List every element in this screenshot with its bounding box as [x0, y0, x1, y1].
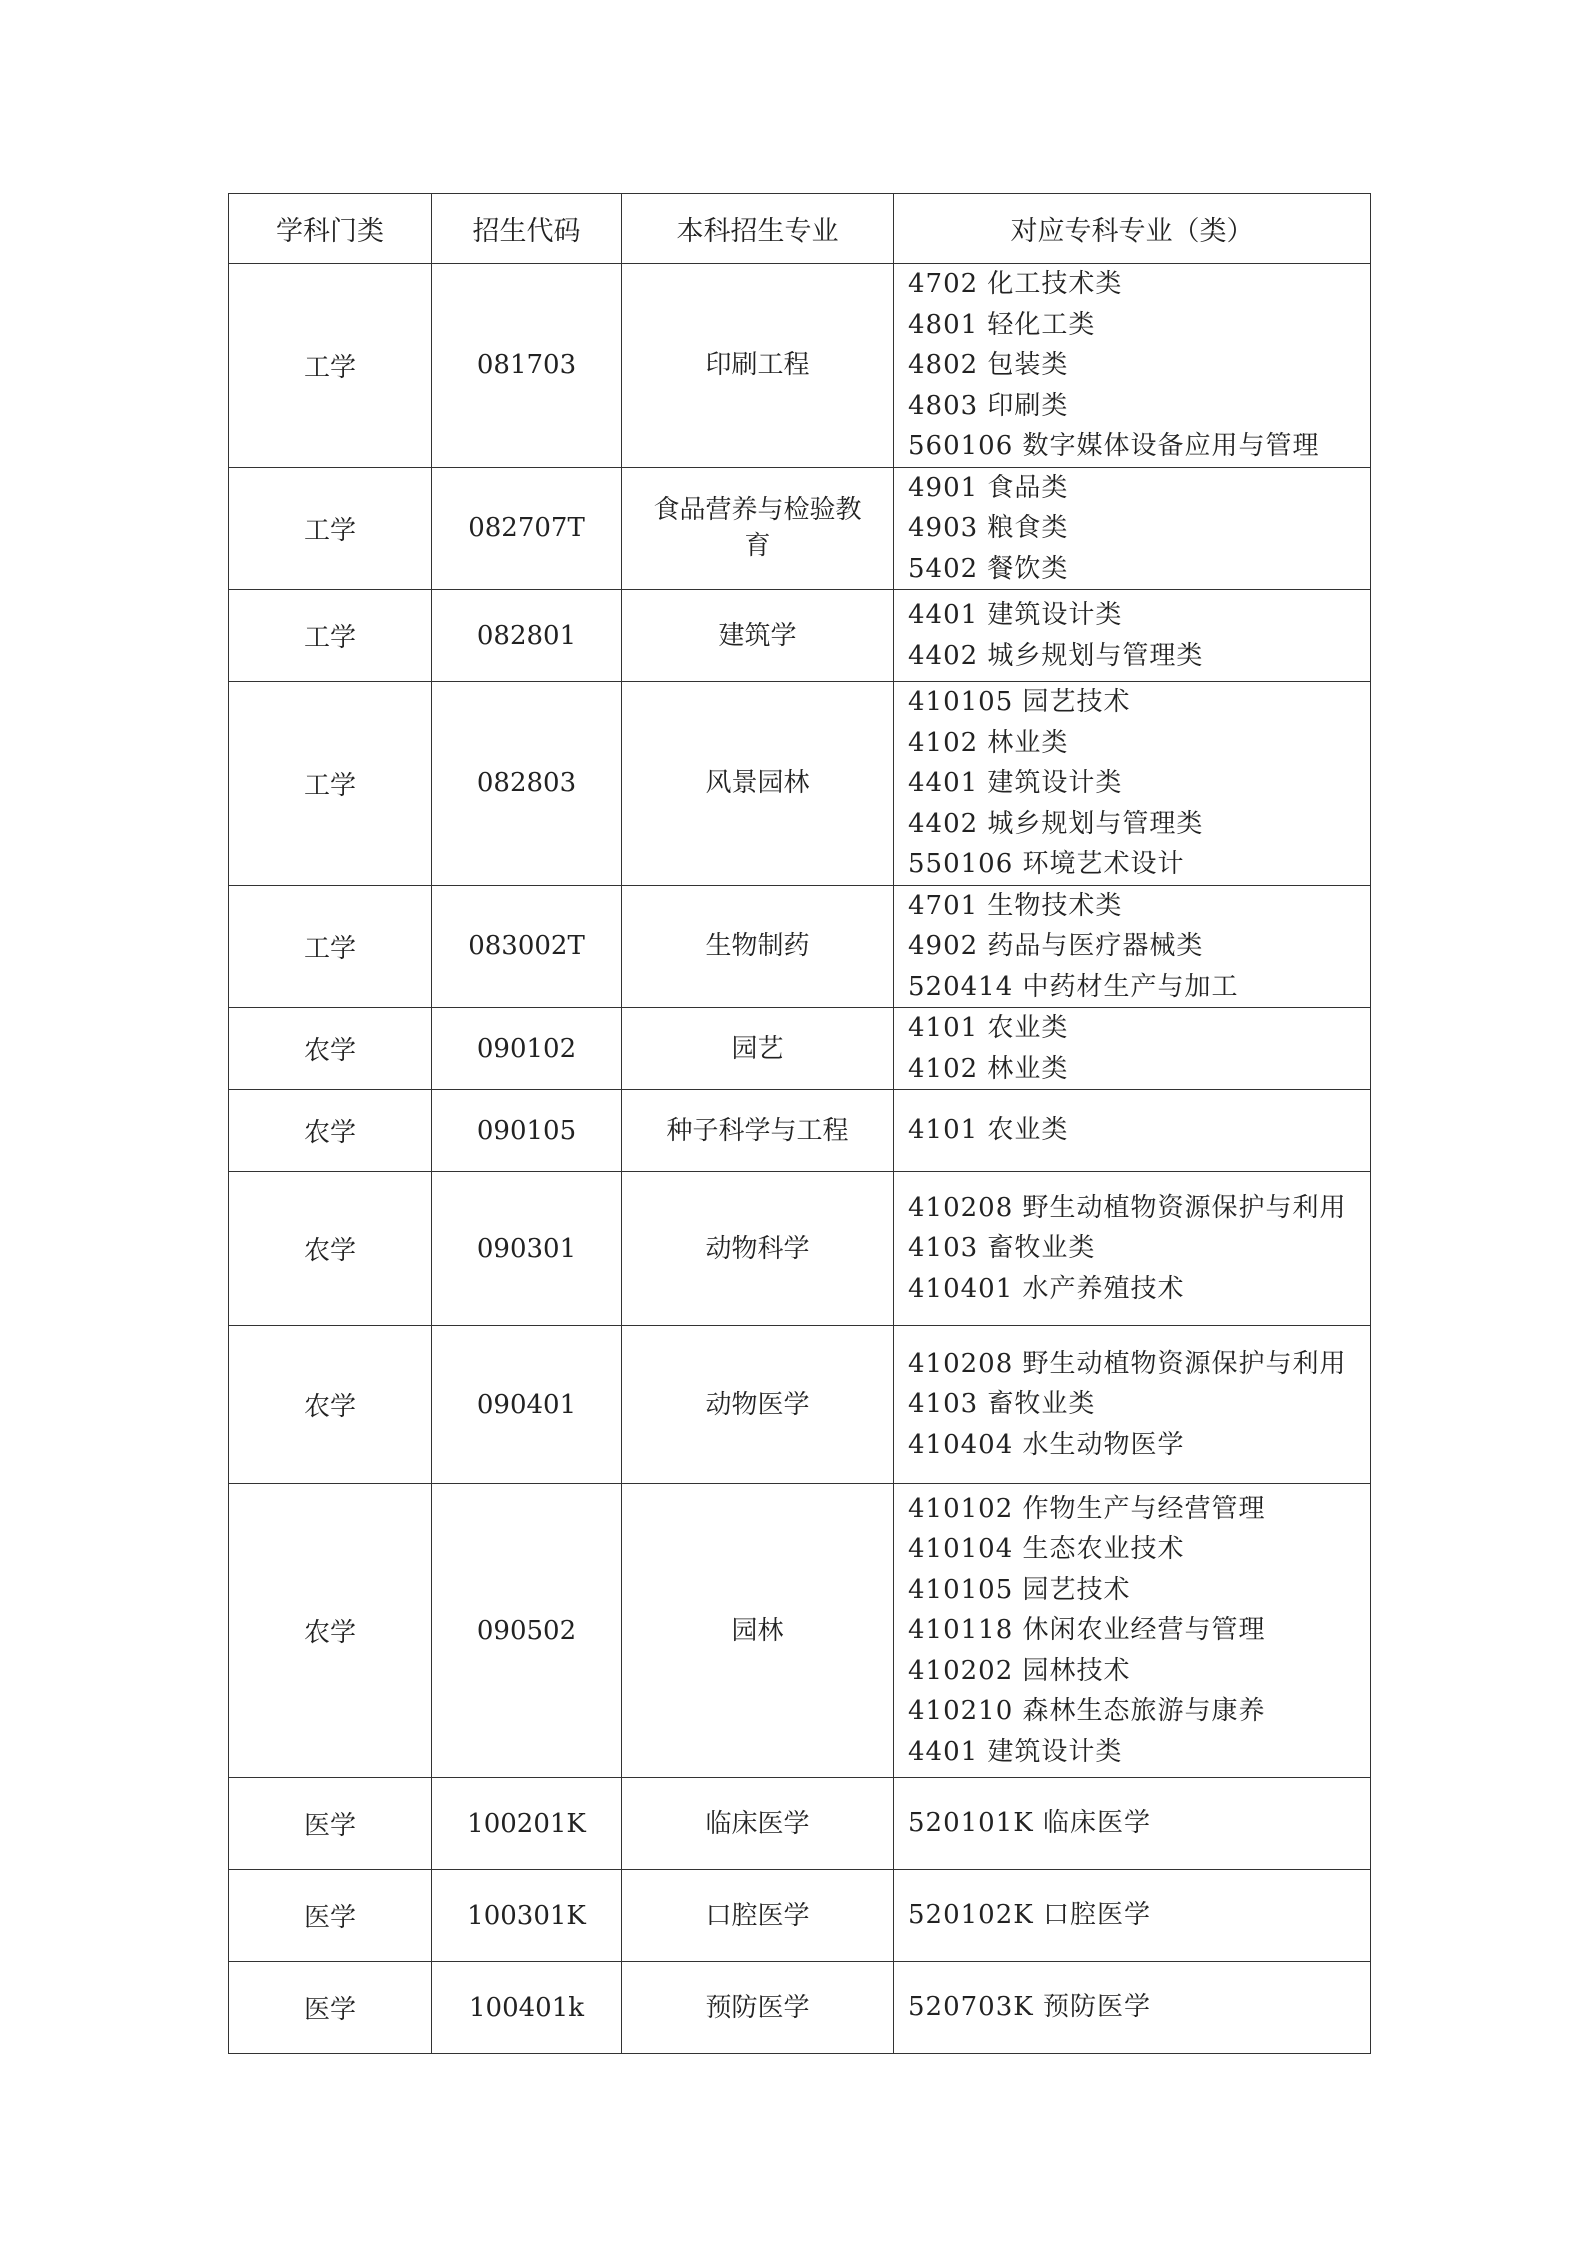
code-cell: 081703 [432, 264, 622, 468]
related-majors-cell [894, 682, 1371, 886]
related-major-item: 4901 食品类 [908, 472, 1069, 503]
related-major-item: 4402 城乡规划与管理类 [908, 640, 1204, 671]
major-mapping-table [228, 193, 1371, 2054]
related-majors-cell [894, 885, 1371, 1008]
header-row [229, 194, 1371, 264]
category-cell: 工学 [229, 590, 432, 682]
major-cell: 口腔医学 [622, 1870, 894, 1962]
table-row [229, 1870, 1371, 1962]
related-major-item: 4101 农业类 [908, 1115, 1069, 1146]
related-majors-cell [894, 1008, 1371, 1090]
related-major-item: 410104 生态农业技术 [908, 1534, 1185, 1565]
related-major-item: 410102 作物生产与经营管理 [908, 1493, 1266, 1524]
related-majors-cell [894, 1484, 1371, 1778]
related-major-item: 4103 畜牧业类 [908, 1233, 1096, 1264]
header-code: 招生代码 [432, 194, 622, 264]
related-majors-cell [894, 467, 1371, 590]
code-cell: 100401k [432, 1962, 622, 2054]
related-majors-cell [894, 264, 1371, 468]
related-majors-cell [894, 1778, 1371, 1870]
major-cell: 园林 [622, 1484, 894, 1778]
category-cell: 医学 [229, 1870, 432, 1962]
related-major-item: 410210 森林生态旅游与康养 [908, 1696, 1266, 1727]
table-row [229, 1778, 1371, 1870]
category-cell: 农学 [229, 1326, 432, 1484]
major-cell: 动物医学 [622, 1326, 894, 1484]
major-cell: 临床医学 [622, 1778, 894, 1870]
code-cell: 100201K [432, 1778, 622, 1870]
major-cell: 种子科学与工程 [622, 1090, 894, 1172]
related-major-item: 5402 餐饮类 [908, 553, 1069, 584]
related-major-item: 410202 园林技术 [908, 1655, 1131, 1686]
code-cell: 090105 [432, 1090, 622, 1172]
related-major-item: 410105 园艺技术 [908, 687, 1131, 717]
major-cell: 食品营养与检验教育 [622, 467, 894, 590]
related-major-item: 4802 包装类 [908, 350, 1069, 380]
related-major-item: 4801 轻化工类 [908, 309, 1096, 340]
major-cell: 生物制药 [622, 885, 894, 1008]
related-major-item: 4803 印刷类 [908, 390, 1069, 421]
code-cell: 082707T [432, 467, 622, 590]
related-major-item: 4401 建筑设计类 [908, 768, 1123, 798]
related-major-item: 520102K 口腔医学 [908, 1900, 1151, 1931]
related-major-item: 410208 野生动植物资源保护与利用 [908, 1348, 1347, 1379]
related-majors-cell [894, 1172, 1371, 1326]
related-major-item: 4102 林业类 [908, 727, 1069, 758]
table-row [229, 467, 1371, 590]
table-row [229, 1008, 1371, 1090]
major-cell: 动物科学 [622, 1172, 894, 1326]
header-category: 学科门类 [229, 194, 432, 264]
related-major-item: 4903 粮食类 [908, 513, 1069, 543]
category-cell: 工学 [229, 885, 432, 1008]
related-majors-cell [894, 1090, 1371, 1172]
related-major-item: 4401 建筑设计类 [908, 600, 1123, 630]
related-majors-cell [894, 1870, 1371, 1962]
code-cell: 090401 [432, 1326, 622, 1484]
major-cell: 园艺 [622, 1008, 894, 1090]
related-majors-cell [894, 590, 1371, 682]
related-major-item: 4902 药品与医疗器械类 [908, 931, 1204, 961]
code-cell: 090301 [432, 1172, 622, 1326]
table-row [229, 264, 1371, 468]
related-major-item: 550106 环境艺术设计 [908, 849, 1185, 879]
category-cell: 农学 [229, 1172, 432, 1326]
table-row [229, 1326, 1371, 1484]
related-major-item: 410208 野生动植物资源保护与利用 [908, 1192, 1347, 1223]
table-row [229, 682, 1371, 886]
related-major-item: 4103 畜牧业类 [908, 1389, 1096, 1420]
table-row [229, 590, 1371, 682]
code-cell: 090102 [432, 1008, 622, 1090]
related-major-item: 4101 农业类 [908, 1013, 1069, 1043]
major-cell: 建筑学 [622, 590, 894, 682]
code-cell: 100301K [432, 1870, 622, 1962]
category-cell: 医学 [229, 1962, 432, 2054]
table-row [229, 1962, 1371, 2054]
header-related: 对应专科专业（类） [894, 194, 1371, 264]
related-major-item: 4701 生物技术类 [908, 890, 1123, 921]
related-major-item: 520414 中药材生产与加工 [908, 971, 1239, 1002]
code-cell: 083002T [432, 885, 622, 1008]
related-major-item: 520703K 预防医学 [908, 1992, 1151, 2023]
related-major-item: 4402 城乡规划与管理类 [908, 808, 1204, 839]
related-major-item: 410404 水生动物医学 [908, 1429, 1185, 1460]
table-row [229, 1484, 1371, 1778]
category-cell: 工学 [229, 467, 432, 590]
category-cell: 医学 [229, 1778, 432, 1870]
related-major-item: 410118 休闲农业经营与管理 [908, 1615, 1266, 1646]
related-majors-cell [894, 1326, 1371, 1484]
category-cell: 工学 [229, 264, 432, 468]
related-major-item: 560106 数字媒体设备应用与管理 [908, 431, 1320, 461]
code-cell: 082801 [432, 590, 622, 682]
major-cell: 印刷工程 [622, 264, 894, 468]
related-majors-cell [894, 1962, 1371, 2054]
related-major-item: 410105 园艺技术 [908, 1574, 1131, 1605]
related-major-item: 520101K 临床医学 [908, 1808, 1151, 1839]
major-cell: 预防医学 [622, 1962, 894, 2054]
category-cell: 农学 [229, 1484, 432, 1778]
table-row [229, 1172, 1371, 1326]
table-row [229, 885, 1371, 1008]
code-cell: 090502 [432, 1484, 622, 1778]
header-major: 本科招生专业 [622, 194, 894, 264]
related-major-item: 410401 水产养殖技术 [908, 1273, 1185, 1304]
table-row [229, 1090, 1371, 1172]
related-major-item: 4102 林业类 [908, 1053, 1069, 1084]
related-major-item: 4702 化工技术类 [908, 269, 1123, 299]
major-cell: 风景园林 [622, 682, 894, 886]
category-cell: 农学 [229, 1008, 432, 1090]
category-cell: 农学 [229, 1090, 432, 1172]
code-cell: 082803 [432, 682, 622, 886]
related-major-item: 4401 建筑设计类 [908, 1736, 1123, 1767]
category-cell: 工学 [229, 682, 432, 886]
